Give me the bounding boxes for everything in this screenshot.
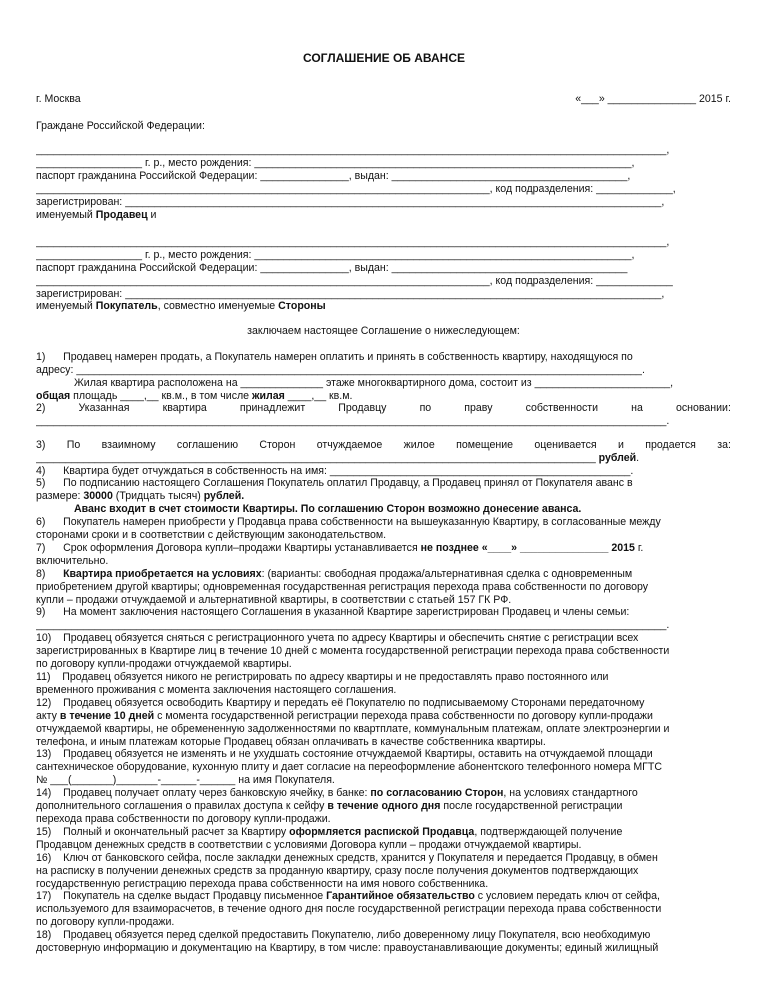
clause-text: 2) Указанная квартира принадлежит Продавцу по праву собственности на основании: (36, 402, 731, 414)
document-title: СОГЛАШЕНИЕ ОБ АВАНСЕ (302, 51, 465, 65)
buyer-passport-line: паспорт гражданина Российской Федерации: _______________, выдан: ________________________________________ (36, 262, 628, 274)
clause-text: № ___(_______)_______-______-______ на имя Покупателя. (36, 774, 335, 786)
clause-text: временного проживания с момента заключения настоящего соглашения. (36, 684, 397, 696)
clause-text: Жилая квартира расположена на ______________ этаже многоквартирного дома, состоит из _______________________, (74, 377, 674, 389)
seller-registered-line: зарегистрирован: ___________________________________________________________________________________________, (36, 196, 665, 208)
clause-text: 10) Продавец обязуется сняться с регистрационного учета по адресу Квартиры и обеспечить снятие с регистрации всех (36, 632, 639, 644)
clause-text: 16) Ключ от банковского сейфа, после закладки денежных средств, хранится у Покупателя и передается Продавцу, в обмен (36, 852, 658, 864)
clause-text: 8) Квартира приобретается на условиях: (варианты: свободная продажа/альтернативная сделка с одновременным (36, 568, 633, 580)
clause-text: размере: 30000 (Тридцать тысяч) рублей. (36, 490, 245, 502)
clause-text: достоверную информацию и документацию на Квартиру, в том числе: правоустанавливающие документы; единый жилищный (36, 942, 659, 954)
clause-text: _______________________________________________________________________________________________ рублей. (36, 452, 640, 464)
clause-text: сторонами сроки и в соответствии с действующим законодательством. (36, 529, 387, 541)
seller-division-line: _____________________________________________________________________________, код подразделения: _____________, (36, 183, 676, 195)
seller-name-line: ___________________________________________________________________________________________________________, (36, 144, 670, 156)
buyer-name-line: ___________________________________________________________________________________________________________, (36, 236, 670, 248)
seller-birth-line: __________________ г. р., место рождения: ________________________________________________________________, (36, 157, 635, 169)
clause-text: по договору купли-продажи. (36, 916, 175, 928)
clause-text: 5) По подписанию настоящего Соглашения Покупатель оплатил Продавцу, а Продавец принял от Покупателя аванс в (36, 477, 633, 489)
clause-text: 13) Продавец обязуется не изменять и не ухудшать состояние отчуждаемой Квартиры, оставить на отчуждаемой площади (36, 748, 653, 760)
clause-text: используемого для взаиморасчетов, в течение одного дня после государственной регистрации перехода права собственности (36, 903, 662, 915)
clause-text: купли – продажи отчуждаемой и альтернативной квартиры, в соответствии с статьей 157 ГК РФ. (36, 594, 512, 606)
citizens-heading: Граждане Российской Федерации: (36, 120, 205, 132)
clause-text: общая площадь ____,__ кв.м., в том числе жилая ____,__ кв.м. (36, 390, 353, 402)
clause-text: акту в течение 10 дней с момента государственной регистрации перехода права собственности по договору купли-продажи (36, 710, 653, 722)
clause-text: государственную регистрацию перехода права собственности на имя нового собственника. (36, 878, 489, 890)
clause-text: приобретением другой квартиры; одновременная государственная регистрация перехода права собственности по договору (36, 581, 649, 593)
clause-text: зарегистрированных в Квартире лиц в течение 10 дней с момента государственной регистрации перехода права собственности (36, 645, 670, 657)
clause-text: 6) Покупатель намерен приобрести у Продавца права собственности на вышеуказанную Квартиру, в согласованные между (36, 516, 661, 528)
clause-text: перехода права собственности по договору купли-продажи. (36, 813, 331, 825)
clause-text: 18) Продавец обязуется перед сделкой предоставить Покупателю, либо доверенному лицу Покупателя, всю необходимую (36, 929, 651, 941)
clause-text: включительно. (36, 555, 109, 567)
clause-text: 3) По взаимному соглашению Сторон отчуждаемое жилое помещение оценивается и продается за: (36, 439, 731, 451)
clause-text: телефона, и иным платежам которые Продавец обязан оплачивать в качестве собственника квартиры. (36, 736, 546, 748)
clause-text: 17) Покупатель на сделке выдаст Продавцу письменное Гарантийное обязательство с условием передать ключ от сейфа, (36, 890, 660, 902)
intro-line: заключаем настоящее Соглашение о нижеследующем: (247, 325, 520, 337)
clause-text: ___________________________________________________________________________________________________________. (36, 619, 670, 631)
clause-text: по договору купли-продажи отчуждаемой квартиры. (36, 658, 292, 670)
buyer-birth-line: __________________ г. р., место рождения: ________________________________________________________________, (36, 249, 635, 261)
clause-text: 12) Продавец обязуется освободить Квартиру и передать её Покупателю по подписываемому Сторонами передаточному (36, 697, 645, 709)
agreement-date: «___» _______________ 2015 г. (575, 93, 731, 105)
clause-text: 15) Полный и окончательный расчет за Квартиру оформляется распиской Продавца, подтверждающей получение (36, 826, 623, 838)
clause-text: на расписку в получении денежных средств за проданную квартиру, сразу после получения документов подтверждающих (36, 865, 639, 877)
city: г. Москва (36, 93, 81, 105)
clause-text: ___________________________________________________________________________________________________________. (36, 415, 670, 427)
clause-text: 14) Продавец получает оплату через банковскую ячейку, в банке: по согласованию Сторон, на условиях стандартного (36, 787, 638, 799)
clause-4: 4) Квартира будет отчуждаться в собственность на имя: ___________________________________________________. (36, 465, 634, 477)
clause-text: отчуждаемой квартиры, не обремененную задолженностями по квартплате, коммунальным платежам, оплате электроэнергии и (36, 723, 670, 735)
clause-text: 7) Срок оформления Договора купли–продажи Квартиры устанавливается не позднее «____» _______________ 2015 г. (36, 542, 644, 554)
buyer-registered-line: зарегистрирован: ___________________________________________________________________________________________, (36, 288, 665, 300)
clause-text: 11) Продавец обязуется никого не регистрировать по адресу квартиры и не предоставлять право постоянного или (36, 671, 609, 683)
clause-text: сантехническое оборудование, кухонную плиту и дает согласие на переоформление абонентского телефонного номера МГТС (36, 761, 663, 773)
buyer-division-line: _____________________________________________________________________________, код подразделения: _____________ (36, 275, 673, 287)
clause-text: Продавцом денежных средств в соответствии с условиями Договора купли – продажи отчуждаемой квартиры. (36, 839, 582, 851)
clause-text: Аванс входит в счет стоимости Квартиры. По соглашению Сторон возможно донесение аванса. (74, 503, 582, 515)
clause-text: адресу: ________________________________________________________________________________________________. (36, 364, 645, 376)
seller-passport-line: паспорт гражданина Российской Федерации: _______________, выдан: ________________________________________, (36, 170, 631, 182)
buyer-designation: именуемый Покупатель, совместно именуемые Стороны (36, 300, 326, 312)
clause-text: дополнительного соглашения о правилах доступа к сейфу в течение одного дня после государственной регистрации (36, 800, 623, 812)
clause-text: 9) На момент заключения настоящего Соглашения в указанной Квартире зарегистрирован Продавец и члены семьи: (36, 606, 630, 618)
clause-text: 1) Продавец намерен продать, а Покупатель намерен оплатить и принять в собственность квартиру, находящуюся по (36, 351, 633, 363)
seller-designation: именуемый Продавец и (36, 209, 157, 221)
